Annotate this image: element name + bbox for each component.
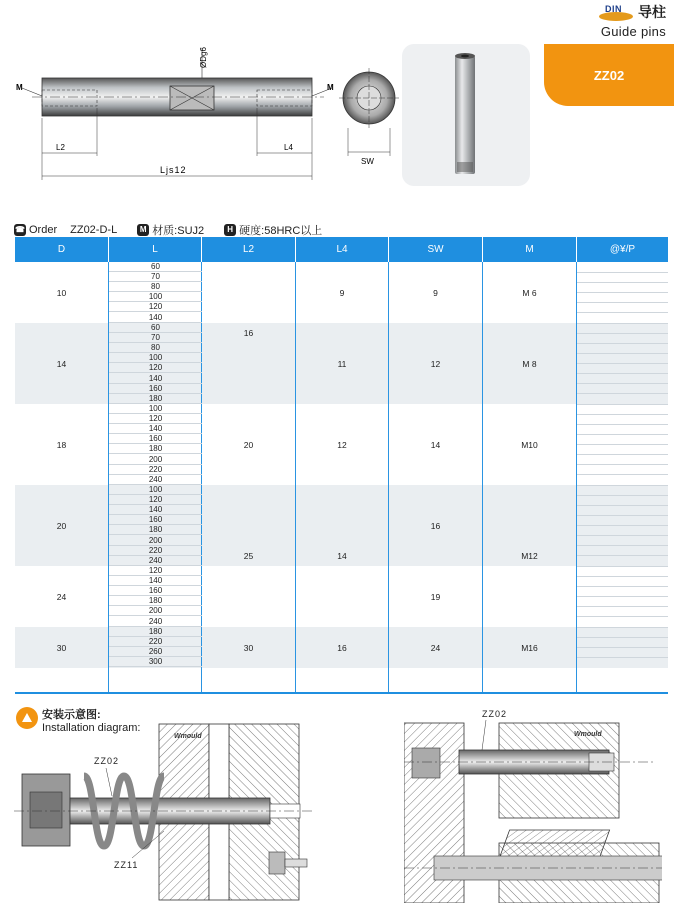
cell-sw-12: 12 — [430, 358, 441, 369]
product-photo — [402, 44, 530, 186]
cell-l2-16: 16 — [243, 328, 254, 338]
m-right-label: M — [327, 83, 334, 92]
cell-sw-16: 16 — [430, 520, 441, 531]
cell-d-30: 30 — [56, 642, 67, 653]
table-header — [15, 237, 668, 262]
l-row: 60 — [109, 262, 202, 272]
l-row: 100 — [109, 353, 202, 363]
l-row: 160 — [109, 586, 202, 596]
cell-d-18: 18 — [56, 439, 67, 450]
l-row: 180 — [109, 627, 202, 637]
cell-m-12: M12 — [521, 551, 538, 561]
l-row: 200 — [109, 455, 202, 465]
sw-label: SW — [361, 157, 374, 166]
l2-label: L2 — [56, 143, 65, 152]
l-row: 160 — [109, 384, 202, 394]
l-row: 160 — [109, 515, 202, 525]
l-row: 180 — [109, 394, 202, 404]
l-row: 160 — [109, 434, 202, 444]
ljs12-label: Ljs12 — [160, 165, 187, 175]
cell-l4-12: 12 — [337, 439, 347, 450]
l-row: 120 — [109, 566, 202, 576]
material-icon: M — [137, 224, 149, 236]
col-price: @¥/P — [577, 237, 668, 262]
cell-l4-14: 14 — [337, 551, 347, 561]
brand-block — [599, 2, 666, 39]
cell-d-14: 14 — [56, 358, 67, 369]
col-l: L — [109, 237, 202, 262]
cell-m-10: M10 — [521, 439, 538, 450]
installation-title-cn: 安装示意图: — [42, 709, 101, 721]
cell-l2-25: 25 — [243, 551, 254, 561]
l-row: 60 — [109, 323, 202, 333]
l-row: 260 — [109, 647, 202, 657]
l-row: 240 — [109, 617, 202, 627]
cell-l4-16: 16 — [337, 642, 347, 653]
l-row: 140 — [109, 313, 202, 323]
hardness-icon: H — [224, 224, 236, 236]
l-row: 70 — [109, 333, 202, 343]
cell-l4-11: 11 — [337, 358, 347, 369]
cell-sw-19: 19 — [430, 591, 441, 602]
hardness-label: 硬度:58HRC以上 — [239, 225, 323, 237]
l-row: 140 — [109, 576, 202, 586]
l-row: 240 — [109, 475, 202, 485]
cell-sw-24: 24 — [430, 642, 441, 653]
cell-l2-20: 20 — [243, 439, 254, 450]
installation-diagram-left — [14, 716, 314, 902]
wmould-brand-left: Wmould — [174, 733, 202, 740]
order-code: ZZ02-D-L — [70, 224, 118, 236]
l-row: 100 — [109, 404, 202, 414]
l-row: 120 — [109, 414, 202, 424]
l-row: 140 — [109, 505, 202, 515]
cell-d-10: 10 — [56, 287, 67, 298]
l-row: 100 — [109, 485, 202, 495]
cell-m-6: M 6 — [522, 287, 537, 298]
l-row: 80 — [109, 282, 202, 292]
cell-l2-30: 30 — [243, 642, 254, 653]
product-code: ZZ02 — [593, 67, 625, 83]
cell-sw-9: 9 — [433, 287, 438, 298]
guide-pin-drawing — [12, 38, 402, 188]
installation-diagram-right — [404, 708, 662, 903]
l-row: 220 — [109, 546, 202, 556]
l-row: 120 — [109, 302, 202, 312]
l-row: 220 — [109, 637, 202, 647]
phone-icon: ☎ — [15, 225, 25, 234]
l-row: 200 — [109, 606, 202, 616]
cell-d-24: 24 — [56, 591, 67, 602]
col-l4: L4 — [296, 237, 389, 262]
cell-d-20: 20 — [56, 520, 67, 531]
col-sw: SW — [389, 237, 483, 262]
l-row: 240 — [109, 556, 202, 566]
installation-title-en: Installation diagram: — [42, 722, 141, 734]
l-row: 100 — [109, 292, 202, 302]
zz02-label-left: ZZ02 — [94, 756, 120, 766]
zz11-label: ZZ11 — [114, 860, 139, 870]
col-m: M — [483, 237, 577, 262]
order-info — [14, 222, 336, 238]
l-row: 180 — [109, 596, 202, 606]
order-label: Order — [29, 224, 58, 236]
material-label: 材质:SUJ2 — [152, 225, 205, 237]
l-row: 80 — [109, 343, 202, 353]
spec-table — [15, 237, 668, 694]
category-title-en: Guide pins — [600, 24, 666, 39]
l-row: 120 — [109, 363, 202, 373]
l-row: 180 — [109, 444, 202, 454]
m-left-label: M — [16, 83, 23, 92]
col-d: D — [15, 237, 109, 262]
l4-label: L4 — [284, 143, 293, 152]
col-l2: L2 — [202, 237, 296, 262]
l-row: 70 — [109, 272, 202, 282]
cell-sw-14: 14 — [430, 439, 441, 450]
l-row: 120 — [109, 495, 202, 505]
dg6-label: ØDg6 — [199, 47, 208, 68]
din-logo: DIN — [599, 4, 633, 21]
wmould-brand-right: Wmould — [574, 731, 602, 738]
l-row: 180 — [109, 525, 202, 535]
table-body — [15, 262, 668, 694]
l-row: 300 — [109, 657, 202, 667]
cell-m-16: M16 — [521, 642, 538, 653]
l-row: 220 — [109, 465, 202, 475]
l-row: 200 — [109, 536, 202, 546]
l-row: 140 — [109, 374, 202, 384]
cell-l4-9: 9 — [339, 287, 345, 298]
category-title-cn: 导柱 — [638, 4, 666, 20]
cell-m-8: M 8 — [522, 358, 537, 369]
zz02-label-right: ZZ02 — [482, 709, 508, 719]
product-code-tab — [544, 44, 674, 106]
l-row: 140 — [109, 424, 202, 434]
